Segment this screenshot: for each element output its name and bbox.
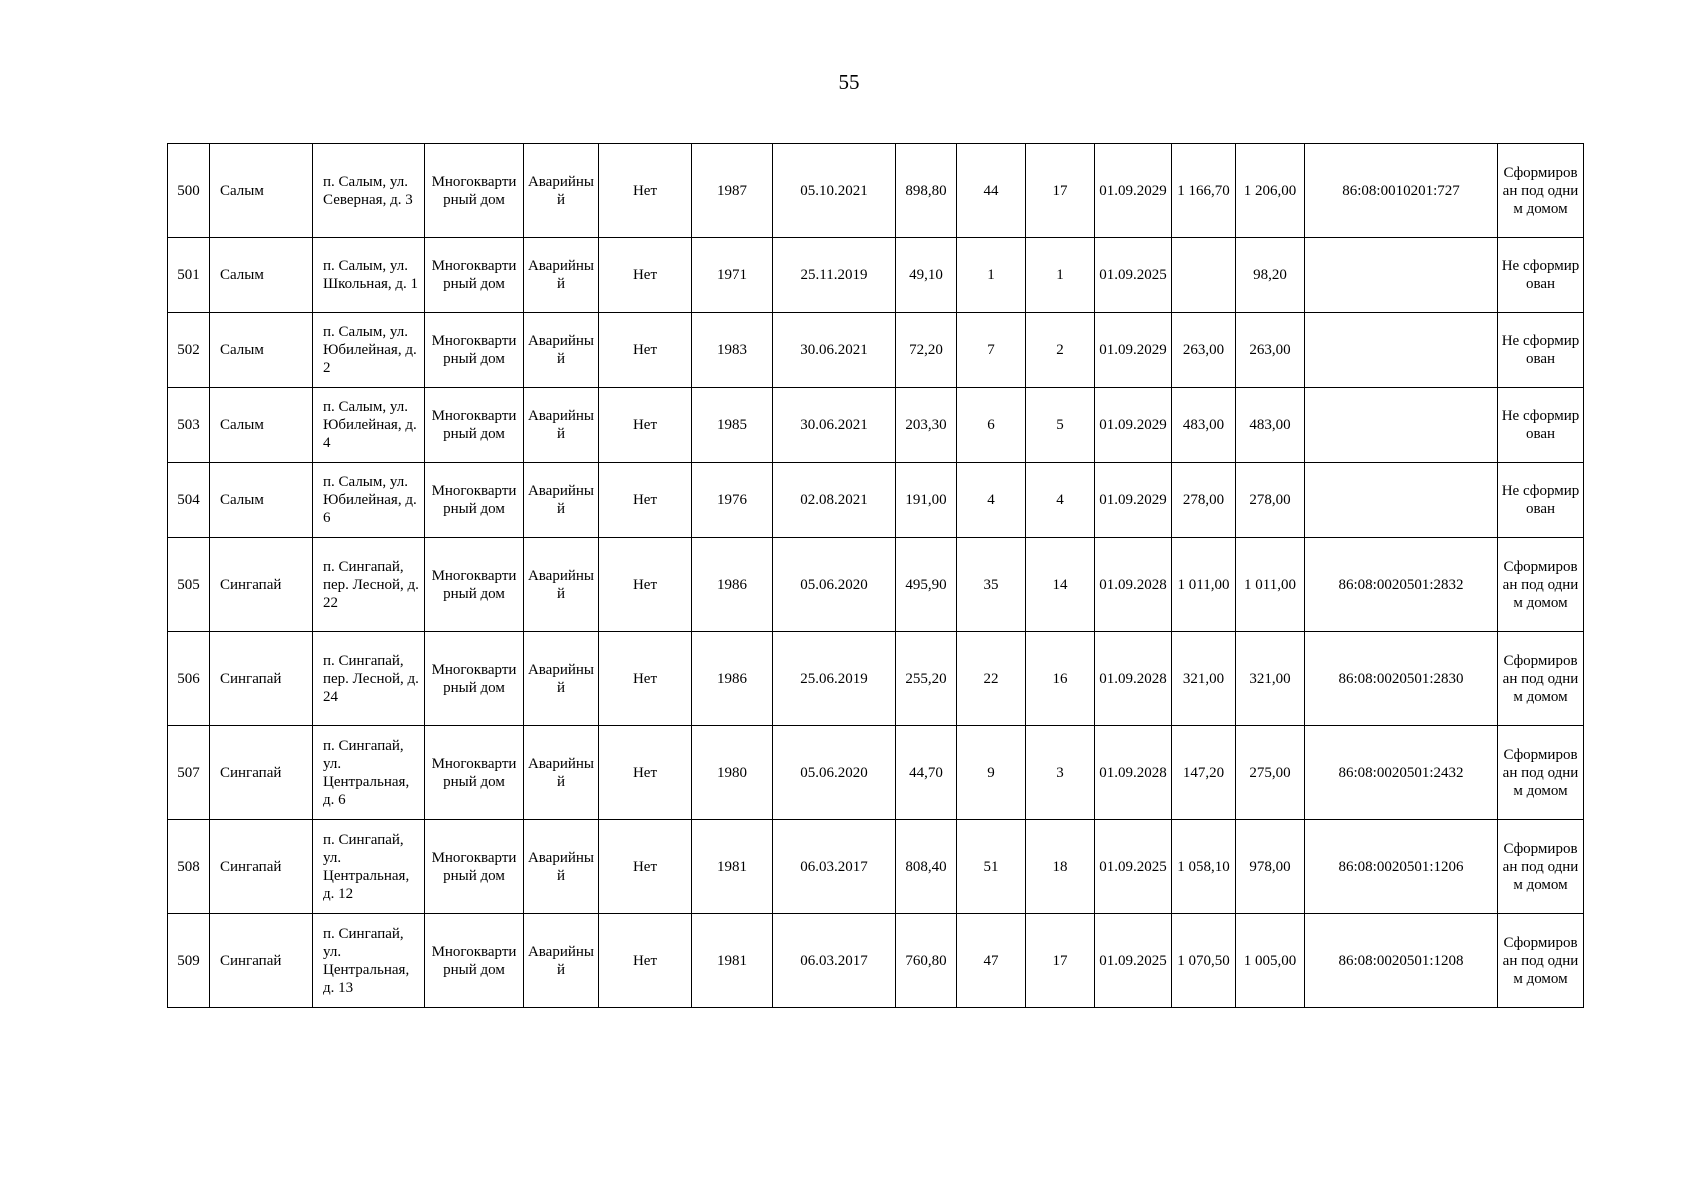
year-built-cell: 1986 bbox=[692, 632, 773, 726]
table-row bbox=[168, 820, 1584, 914]
flag-cell: Нет bbox=[599, 388, 692, 463]
premises-count-cell: 5 bbox=[1026, 388, 1095, 463]
address-cell: п. Сингапай, пер. Лесной, д. 24 bbox=[313, 632, 425, 726]
flag-cell: Нет bbox=[599, 914, 692, 1008]
year-built-cell: 1986 bbox=[692, 538, 773, 632]
deadline-cell: 01.09.2025 bbox=[1095, 238, 1172, 313]
row-number-cell: 507 bbox=[168, 726, 210, 820]
total-area-cell: 483,00 bbox=[1172, 388, 1236, 463]
total-area-cell: 147,20 bbox=[1172, 726, 1236, 820]
table-body bbox=[168, 144, 1584, 1008]
cadastral-number-cell: 86:08:0010201:727 bbox=[1305, 144, 1498, 238]
condition-cell: Аварийный bbox=[524, 388, 599, 463]
condition-cell: Аварийный bbox=[524, 538, 599, 632]
residents-count-cell: 6 bbox=[957, 388, 1026, 463]
residents-count-cell: 1 bbox=[957, 238, 1026, 313]
building-type-cell: Многоквартирный дом bbox=[425, 726, 524, 820]
resettlement-area-cell: 898,80 bbox=[896, 144, 957, 238]
flag-cell: Нет bbox=[599, 238, 692, 313]
building-type-cell: Многоквартирный дом bbox=[425, 463, 524, 538]
year-built-cell: 1987 bbox=[692, 144, 773, 238]
building-type-cell: Многоквартирный дом bbox=[425, 914, 524, 1008]
deadline-cell: 01.09.2029 bbox=[1095, 388, 1172, 463]
building-area-cell: 275,00 bbox=[1236, 726, 1305, 820]
recognition-date-cell: 06.03.2017 bbox=[773, 914, 896, 1008]
building-area-cell: 263,00 bbox=[1236, 313, 1305, 388]
flag-cell: Нет bbox=[599, 726, 692, 820]
cadastral-number-cell bbox=[1305, 313, 1498, 388]
premises-count-cell: 3 bbox=[1026, 726, 1095, 820]
address-cell: п. Салым, ул. Школьная, д. 1 bbox=[313, 238, 425, 313]
residents-count-cell: 22 bbox=[957, 632, 1026, 726]
resettlement-area-cell: 255,20 bbox=[896, 632, 957, 726]
deadline-cell: 01.09.2025 bbox=[1095, 914, 1172, 1008]
year-built-cell: 1971 bbox=[692, 238, 773, 313]
page-number: 55 bbox=[838, 70, 860, 94]
flag-cell: Нет bbox=[599, 820, 692, 914]
premises-count-cell: 17 bbox=[1026, 144, 1095, 238]
premises-count-cell: 17 bbox=[1026, 914, 1095, 1008]
recognition-date-cell: 30.06.2021 bbox=[773, 313, 896, 388]
resettlement-area-cell: 203,30 bbox=[896, 388, 957, 463]
settlement-cell: Сингапай bbox=[210, 820, 313, 914]
table-row bbox=[168, 238, 1584, 313]
table-row bbox=[168, 914, 1584, 1008]
table-row bbox=[168, 313, 1584, 388]
building-area-cell: 1 005,00 bbox=[1236, 914, 1305, 1008]
table-row bbox=[168, 632, 1584, 726]
settlement-cell: Салым bbox=[210, 144, 313, 238]
recognition-date-cell: 05.10.2021 bbox=[773, 144, 896, 238]
recognition-date-cell: 05.06.2020 bbox=[773, 726, 896, 820]
land-plot-status-cell: Сформирован под одним домом bbox=[1498, 820, 1584, 914]
year-built-cell: 1981 bbox=[692, 820, 773, 914]
settlement-cell: Салым bbox=[210, 238, 313, 313]
row-number-cell: 501 bbox=[168, 238, 210, 313]
table-row bbox=[168, 144, 1584, 238]
cadastral-number-cell bbox=[1305, 463, 1498, 538]
residents-count-cell: 51 bbox=[957, 820, 1026, 914]
condition-cell: Аварийный bbox=[524, 144, 599, 238]
address-cell: п. Салым, ул. Юбилейная, д. 2 bbox=[313, 313, 425, 388]
building-type-cell: Многоквартирный дом bbox=[425, 313, 524, 388]
building-type-cell: Многоквартирный дом bbox=[425, 238, 524, 313]
settlement-cell: Сингапай bbox=[210, 914, 313, 1008]
total-area-cell bbox=[1172, 238, 1236, 313]
emergency-housing-table bbox=[167, 143, 1584, 1008]
condition-cell: Аварийный bbox=[524, 820, 599, 914]
table-row bbox=[168, 463, 1584, 538]
land-plot-status-cell: Не сформирован bbox=[1498, 388, 1584, 463]
premises-count-cell: 14 bbox=[1026, 538, 1095, 632]
deadline-cell: 01.09.2029 bbox=[1095, 313, 1172, 388]
row-number-cell: 508 bbox=[168, 820, 210, 914]
cadastral-number-cell bbox=[1305, 238, 1498, 313]
settlement-cell: Салым bbox=[210, 388, 313, 463]
cadastral-number-cell: 86:08:0020501:2830 bbox=[1305, 632, 1498, 726]
year-built-cell: 1985 bbox=[692, 388, 773, 463]
settlement-cell: Салым bbox=[210, 463, 313, 538]
premises-count-cell: 1 bbox=[1026, 238, 1095, 313]
flag-cell: Нет bbox=[599, 144, 692, 238]
residents-count-cell: 7 bbox=[957, 313, 1026, 388]
land-plot-status-cell: Не сформирован bbox=[1498, 463, 1584, 538]
flag-cell: Нет bbox=[599, 632, 692, 726]
land-plot-status-cell: Сформирован под одним домом bbox=[1498, 538, 1584, 632]
deadline-cell: 01.09.2025 bbox=[1095, 820, 1172, 914]
cadastral-number-cell: 86:08:0020501:2432 bbox=[1305, 726, 1498, 820]
premises-count-cell: 4 bbox=[1026, 463, 1095, 538]
total-area-cell: 1 166,70 bbox=[1172, 144, 1236, 238]
row-number-cell: 509 bbox=[168, 914, 210, 1008]
row-number-cell: 506 bbox=[168, 632, 210, 726]
building-type-cell: Многоквартирный дом bbox=[425, 538, 524, 632]
resettlement-area-cell: 808,40 bbox=[896, 820, 957, 914]
land-plot-status-cell: Сформирован под одним домом bbox=[1498, 144, 1584, 238]
table-row bbox=[168, 538, 1584, 632]
land-plot-status-cell: Не сформирован bbox=[1498, 313, 1584, 388]
building-area-cell: 98,20 bbox=[1236, 238, 1305, 313]
deadline-cell: 01.09.2029 bbox=[1095, 144, 1172, 238]
building-area-cell: 483,00 bbox=[1236, 388, 1305, 463]
row-number-cell: 500 bbox=[168, 144, 210, 238]
condition-cell: Аварийный bbox=[524, 632, 599, 726]
address-cell: п. Салым, ул. Северная, д. 3 bbox=[313, 144, 425, 238]
settlement-cell: Сингапай bbox=[210, 538, 313, 632]
settlement-cell: Сингапай bbox=[210, 632, 313, 726]
building-area-cell: 1 206,00 bbox=[1236, 144, 1305, 238]
year-built-cell: 1976 bbox=[692, 463, 773, 538]
premises-count-cell: 16 bbox=[1026, 632, 1095, 726]
condition-cell: Аварийный bbox=[524, 726, 599, 820]
land-plot-status-cell: Сформирован под одним домом bbox=[1498, 726, 1584, 820]
land-plot-status-cell: Не сформирован bbox=[1498, 238, 1584, 313]
total-area-cell: 1 058,10 bbox=[1172, 820, 1236, 914]
row-number-cell: 503 bbox=[168, 388, 210, 463]
table-row bbox=[168, 726, 1584, 820]
recognition-date-cell: 05.06.2020 bbox=[773, 538, 896, 632]
building-type-cell: Многоквартирный дом bbox=[425, 388, 524, 463]
resettlement-area-cell: 760,80 bbox=[896, 914, 957, 1008]
recognition-date-cell: 25.11.2019 bbox=[773, 238, 896, 313]
building-area-cell: 278,00 bbox=[1236, 463, 1305, 538]
building-area-cell: 321,00 bbox=[1236, 632, 1305, 726]
address-cell: п. Салым, ул. Юбилейная, д. 6 bbox=[313, 463, 425, 538]
resettlement-area-cell: 191,00 bbox=[896, 463, 957, 538]
resettlement-area-cell: 44,70 bbox=[896, 726, 957, 820]
land-plot-status-cell: Сформирован под одним домом bbox=[1498, 914, 1584, 1008]
year-built-cell: 1983 bbox=[692, 313, 773, 388]
flag-cell: Нет bbox=[599, 313, 692, 388]
deadline-cell: 01.09.2028 bbox=[1095, 538, 1172, 632]
residents-count-cell: 4 bbox=[957, 463, 1026, 538]
residents-count-cell: 35 bbox=[957, 538, 1026, 632]
total-area-cell: 1 070,50 bbox=[1172, 914, 1236, 1008]
land-plot-status-cell: Сформирован под одним домом bbox=[1498, 632, 1584, 726]
cadastral-number-cell bbox=[1305, 388, 1498, 463]
total-area-cell: 278,00 bbox=[1172, 463, 1236, 538]
deadline-cell: 01.09.2028 bbox=[1095, 632, 1172, 726]
flag-cell: Нет bbox=[599, 463, 692, 538]
year-built-cell: 1981 bbox=[692, 914, 773, 1008]
recognition-date-cell: 02.08.2021 bbox=[773, 463, 896, 538]
condition-cell: Аварийный bbox=[524, 238, 599, 313]
cadastral-number-cell: 86:08:0020501:2832 bbox=[1305, 538, 1498, 632]
address-cell: п. Сингапай, ул. Центральная, д. 12 bbox=[313, 820, 425, 914]
premises-count-cell: 2 bbox=[1026, 313, 1095, 388]
residents-count-cell: 47 bbox=[957, 914, 1026, 1008]
year-built-cell: 1980 bbox=[692, 726, 773, 820]
building-area-cell: 978,00 bbox=[1236, 820, 1305, 914]
resettlement-area-cell: 495,90 bbox=[896, 538, 957, 632]
recognition-date-cell: 06.03.2017 bbox=[773, 820, 896, 914]
address-cell: п. Сингапай, ул. Центральная, д. 6 bbox=[313, 726, 425, 820]
total-area-cell: 1 011,00 bbox=[1172, 538, 1236, 632]
cadastral-number-cell: 86:08:0020501:1206 bbox=[1305, 820, 1498, 914]
address-cell: п. Сингапай, ул. Центральная, д. 13 bbox=[313, 914, 425, 1008]
recognition-date-cell: 25.06.2019 bbox=[773, 632, 896, 726]
row-number-cell: 505 bbox=[168, 538, 210, 632]
address-cell: п. Салым, ул. Юбилейная, д. 4 bbox=[313, 388, 425, 463]
recognition-date-cell: 30.06.2021 bbox=[773, 388, 896, 463]
condition-cell: Аварийный bbox=[524, 463, 599, 538]
resettlement-area-cell: 72,20 bbox=[896, 313, 957, 388]
building-area-cell: 1 011,00 bbox=[1236, 538, 1305, 632]
settlement-cell: Сингапай bbox=[210, 726, 313, 820]
table-row bbox=[168, 388, 1584, 463]
total-area-cell: 263,00 bbox=[1172, 313, 1236, 388]
residents-count-cell: 44 bbox=[957, 144, 1026, 238]
total-area-cell: 321,00 bbox=[1172, 632, 1236, 726]
address-cell: п. Сингапай, пер. Лесной, д. 22 bbox=[313, 538, 425, 632]
residents-count-cell: 9 bbox=[957, 726, 1026, 820]
condition-cell: Аварийный bbox=[524, 914, 599, 1008]
premises-count-cell: 18 bbox=[1026, 820, 1095, 914]
building-type-cell: Многоквартирный дом bbox=[425, 820, 524, 914]
building-type-cell: Многоквартирный дом bbox=[425, 144, 524, 238]
row-number-cell: 502 bbox=[168, 313, 210, 388]
resettlement-area-cell: 49,10 bbox=[896, 238, 957, 313]
row-number-cell: 504 bbox=[168, 463, 210, 538]
deadline-cell: 01.09.2028 bbox=[1095, 726, 1172, 820]
flag-cell: Нет bbox=[599, 538, 692, 632]
deadline-cell: 01.09.2029 bbox=[1095, 463, 1172, 538]
settlement-cell: Салым bbox=[210, 313, 313, 388]
condition-cell: Аварийный bbox=[524, 313, 599, 388]
building-type-cell: Многоквартирный дом bbox=[425, 632, 524, 726]
cadastral-number-cell: 86:08:0020501:1208 bbox=[1305, 914, 1498, 1008]
